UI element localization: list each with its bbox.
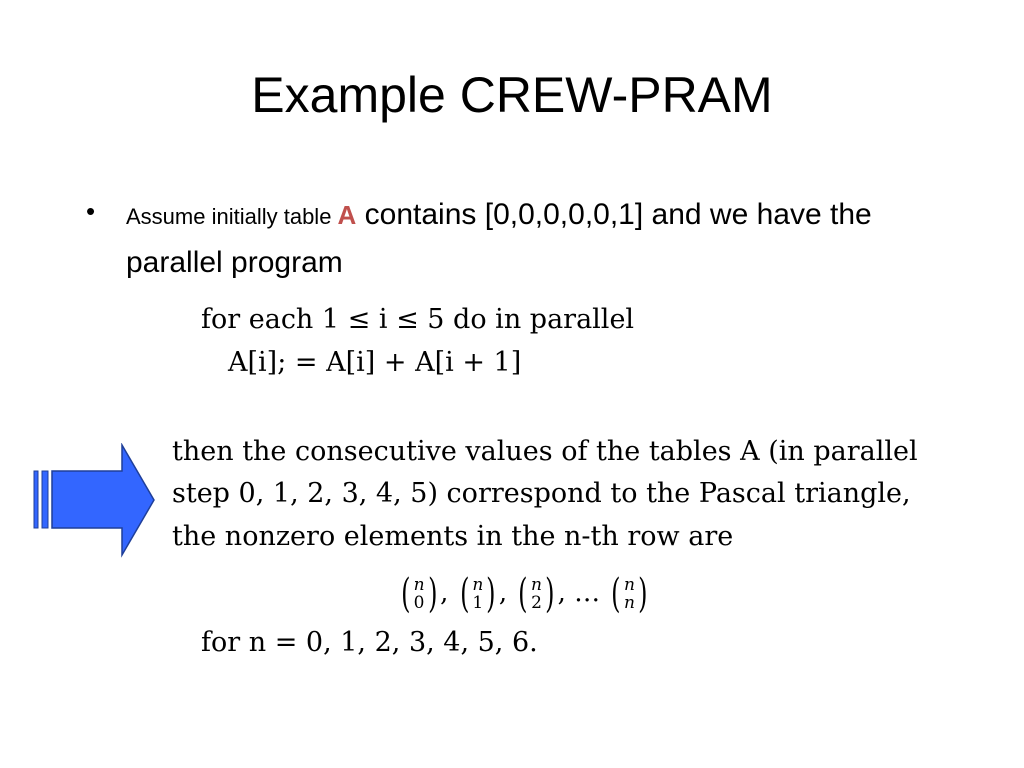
paragraph-line-1: then the consecutive values of the tables A (in parallel	[172, 436, 918, 467]
paragraph-line-2: step 0, 1, 2, 3, 4, 5) correspond to the Pascal triangle,	[172, 478, 911, 509]
ellipsis: …	[574, 578, 601, 608]
binomial-coefficient: ( n n )	[611, 571, 648, 617]
bullet-dot: •	[86, 196, 96, 226]
for-n-values: for n = 0, 1, 2, 3, 4, 5, 6.	[201, 627, 538, 658]
bullet-text	[126, 192, 956, 286]
paragraph-line-3: the nonzero elements in the n-th row are	[172, 521, 734, 552]
code-line-2: A[i]; = A[i] + A[i + 1]	[228, 347, 522, 378]
bullet-text-part1: Assume initially table	[126, 204, 338, 229]
binomial-coefficient: ( n 1 )	[459, 571, 496, 617]
right-arrow-icon	[32, 443, 157, 558]
bullet-text-part2: contains [0,0,0,0,0,1] and we have the parallel program	[126, 198, 872, 279]
slide-title: Example CREW-PRAM	[251, 67, 773, 123]
code-line-1: for each 1 ≤ i ≤ 5 do in parallel	[201, 304, 635, 335]
variable-a: A	[337, 200, 357, 230]
binomial-coefficient: ( n 0 )	[401, 571, 438, 617]
binomial-coefficient: ( n 2 )	[518, 571, 555, 617]
binomial-list: ( n 0 ) , ( n 1 ) , ( n 2 ) , … ( n n )	[398, 574, 651, 614]
